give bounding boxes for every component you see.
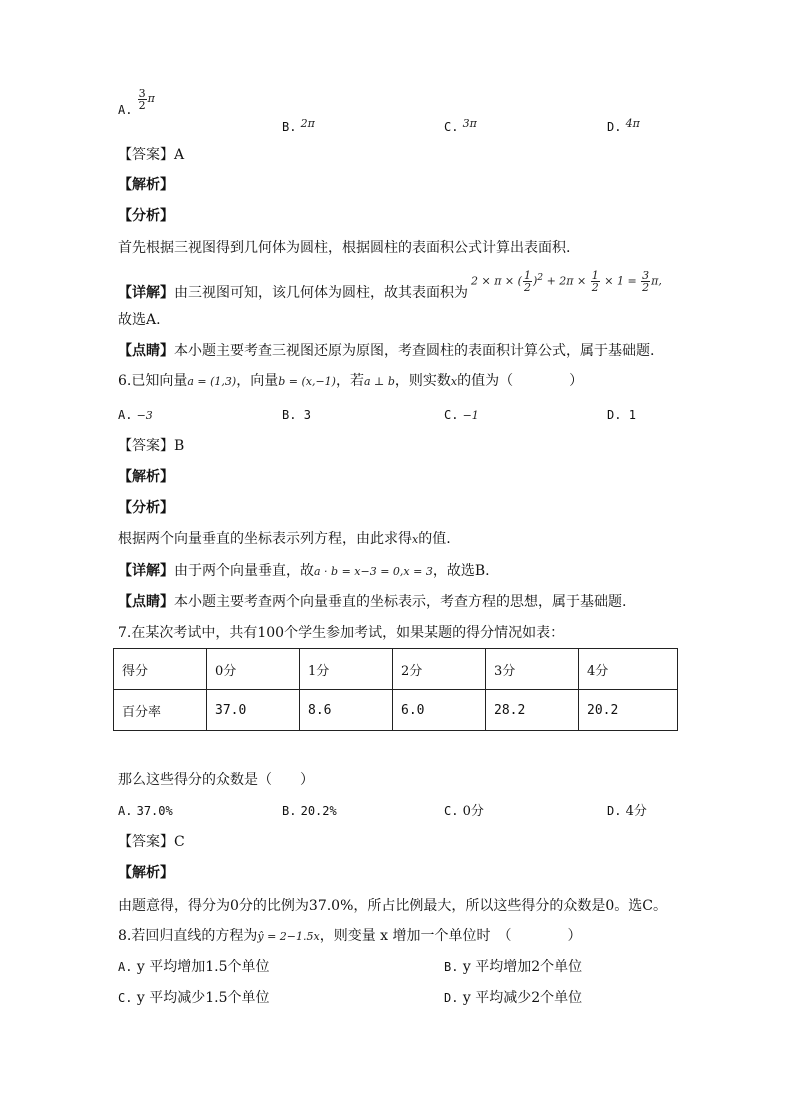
q7-option-d: D. 4分: [607, 804, 647, 819]
q5-option-b: B. $^{2\pi}$: [282, 117, 315, 134]
table-row: [114, 690, 678, 731]
q5-fenxi-heading: 【分析】: [118, 208, 174, 224]
q5-option-d: D. $^{4\pi}$: [607, 117, 640, 134]
q7-explain: 由题意得，得分为0分的比例为37.0%，所占比例最大，所以这些得分的众数是0。选C。: [118, 898, 667, 914]
table-header-cell: 得分: [114, 649, 207, 690]
table-cell: 8.6: [300, 690, 393, 731]
q5-comment: 【点睛】本小题主要考查三视图还原为原图，考查圆柱的表面积计算公式，属于基础题.: [118, 343, 655, 359]
q6-option-c: C. −1: [444, 408, 479, 422]
table-cell: 37.0: [207, 690, 300, 731]
q5-formula: 2 × π × ( $\frac{1}{2}$ )$^2$ + 2π × $\frac{1}{2}$ × 1 = $\frac{3}{2}$ π,: [471, 269, 662, 294]
q5-choose: 故选A.: [118, 312, 161, 328]
table-header-cell: 3分: [486, 649, 579, 690]
q6-answer: 【答案】B: [118, 438, 185, 454]
q6-option-a: A. −3: [118, 408, 153, 422]
q5-analysis-heading: 【解析】: [118, 177, 174, 193]
q8-option-c: C. y 平均减少1.5个单位: [118, 990, 270, 1006]
q5-option-a-fraction: $\frac{3}{2}$: [138, 87, 146, 112]
q6-option-b: B. 3: [282, 408, 311, 422]
q7-analysis-heading: 【解析】: [118, 865, 174, 881]
q5-fenxi-text: 首先根据三视图得到几何体为圆柱，根据圆柱的表面积公式计算出表面积.: [118, 240, 571, 256]
table-cell: 20.2: [579, 690, 678, 731]
option-label: A.: [118, 103, 133, 117]
q7-question: 那么这些得分的众数是（ ）: [118, 772, 314, 788]
table-cell: 百分率: [114, 690, 207, 731]
table-row: [114, 649, 678, 690]
pi-symbol: π: [147, 92, 155, 105]
q7-answer: 【答案】C: [118, 834, 185, 850]
q6-comment: 【点睛】本小题主要考查两个向量垂直的坐标表示，考查方程的思想，属于基础题.: [118, 594, 627, 610]
q8-option-d: D. y 平均减少2个单位: [444, 990, 583, 1006]
q5-option-c: C. $^{3\pi}$: [444, 117, 477, 134]
q5-answer: 【答案】A: [118, 147, 185, 163]
table-header-cell: 2分: [393, 649, 486, 690]
q7-option-a: A. 37.0%: [118, 804, 173, 818]
q6-detail: 【详解】由于两个向量垂直，故a · b = x−3 = 0,x = 3，故选B.: [118, 563, 490, 579]
q6-stem: 6.已知向量a = (1,3)，向量b = (x,−1)，若a ⊥ b，则实数x的值为（ ）: [118, 373, 584, 389]
q6-fenxi-heading: 【分析】: [118, 500, 174, 516]
table-header-cell: 0分: [207, 649, 300, 690]
q5-option-a: [118, 87, 155, 120]
q7-option-c: C. 0分: [444, 804, 484, 819]
q6-analysis-heading: 【解析】: [118, 469, 174, 485]
table-header-cell: 1分: [300, 649, 393, 690]
q7-stem: 7.在某次考试中，共有100个学生参加考试，如果某题的得分情况如表：: [118, 625, 565, 641]
q7-option-b: B. 20.2%: [282, 804, 337, 818]
table-header-cell: 4分: [579, 649, 678, 690]
q8-option-b: B. y 平均增加2个单位: [444, 959, 583, 975]
score-table: [113, 648, 678, 731]
table-cell: 6.0: [393, 690, 486, 731]
table-cell: 28.2: [486, 690, 579, 731]
q6-fenxi-text: 根据两个向量垂直的坐标表示列方程，由此求得x的值.: [118, 531, 451, 547]
q5-detail: 【详解】由三视图可知，该几何体为圆柱，故其表面积为: [118, 285, 468, 301]
q6-option-d: D. 1: [607, 408, 636, 422]
q8-option-a: A. y 平均增加1.5个单位: [118, 959, 270, 975]
q8-stem: 8.若回归直线的方程为ŷ = 2−1.5x，则变量 x 增加一个单位时 （ ）: [118, 928, 582, 944]
